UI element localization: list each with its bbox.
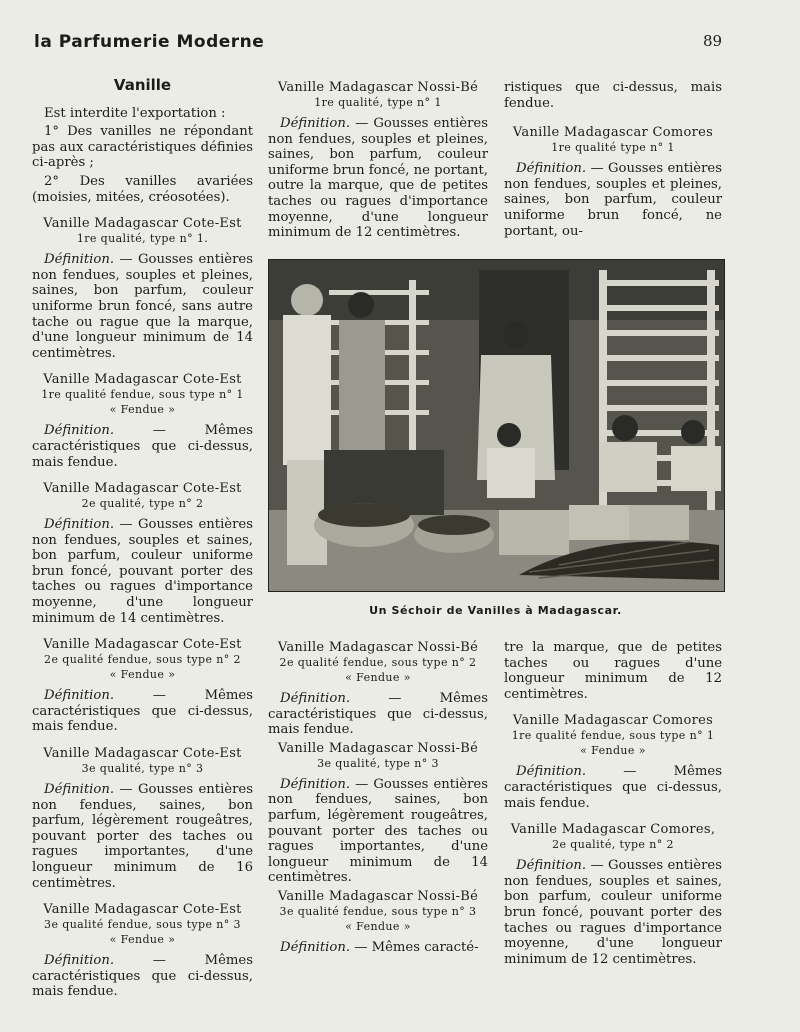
definition-text: — Gousses entières non fendues, souples et saines, bon parfum, couleur uniforme brun foncé, pouvant porter des taches ou ragues d'importance moyenne, d'une longueur minimum de 14 centimètres. <box>32 517 253 626</box>
photo-caption: Un Séchoir de Vanilles à Madagascar. <box>369 604 622 617</box>
entry-cote-est-1 <box>32 216 253 361</box>
entry-cote-est-3-fendue <box>32 902 253 1000</box>
entry-title: Vanille Madagascar Cote-Est 2e qualité fendue, sous type n° 2 « Fendue » <box>43 637 242 682</box>
intro-item: 2° Des vanilles avariées (moisies, mitées, créosotées). <box>32 173 253 205</box>
definition-label: Définition. <box>280 691 351 706</box>
entry-cote-est-1-fendue <box>32 372 253 470</box>
entry-title: Vanille Madagascar Cote-Est 3e qualité, type n° 3 <box>43 746 242 776</box>
section-title: Vanille <box>113 76 172 94</box>
intro-text: Est interdite l'exportation : <box>44 105 226 121</box>
definition-label: Définition. <box>516 161 587 177</box>
photo-illustration <box>269 260 724 591</box>
entry-title: Vanille Madagascar Cote-Est 2e qualité, type n° 2 <box>43 481 242 511</box>
continuation-text: tre la marque, que de petites taches ou ragues d'une longueur minimum de 12 centimètres. <box>504 640 722 702</box>
intro-item: 1° Des vanilles ne répondant pas aux caractéristiques définies ci-après ; <box>32 124 253 171</box>
entry-title: Vanille Madagascar Cote-Est 3e qualité fendue, sous type n° 3 « Fendue » <box>43 902 242 947</box>
entry-title: Vanille Madagascar Cote-Est 1re qualité fendue, sous type n° 1 « Fendue » <box>41 372 244 417</box>
entry-cote-est-2 <box>32 481 253 626</box>
definition-label: Définition. <box>44 517 115 533</box>
entry-title: Vanille Madagascar Comores 1re qualité fendue, sous type n° 1 « Fendue » <box>511 713 715 758</box>
column-3-bottom <box>504 640 722 970</box>
definition-label: Définition. <box>44 953 115 969</box>
entry-title: Vanille Madagascar Nossi-Bé 1re qualité, type n° 1 <box>277 80 479 109</box>
vanilla-dryer-photo <box>268 259 725 592</box>
definition-text: — Gousses entières non fendues, souples et saines, bon parfum, couleur uniforme brun foncé, pouvant porter des taches ou ragues d'importance moyenne, d'une longueur minimum de 12 centimètres. <box>504 858 722 967</box>
entry-nossi-be-2-fendue <box>268 640 488 738</box>
entry-title: Vanille Madagascar Cote-Est 1re qualité, type n° 1. <box>43 216 242 246</box>
entry-title: Vanille Madagascar Nossi-Bé 3e qualité, type n° 3 <box>277 740 479 770</box>
definition-label: Définition. <box>44 252 115 268</box>
definition-text: — Mêmes caractéristiques que ci-dessus, mais fendue. <box>32 953 253 1000</box>
definition-label: Définition. <box>280 116 351 131</box>
entry-comores-1-fendue <box>504 713 722 811</box>
column-2-top <box>268 80 488 244</box>
entry-title: Vanille Madagascar Comores 1re qualité type n° 1 <box>512 125 714 155</box>
page-number: 89 <box>703 32 723 50</box>
definition-label: Définition. <box>44 423 115 439</box>
entry-nossi-be-1 <box>268 80 488 241</box>
definition-label: Définition. <box>280 939 351 955</box>
column-2-bottom <box>268 640 488 959</box>
entry-nossi-be-3-fendue <box>268 889 488 956</box>
definition-text: — Gousses entières non fendues, souples et pleines, saines, bon parfum, couleur uniforme brun foncé, ne portant, outre la marque, que de petites taches ou ragues d'importance moyenne, d'une longueur minimum de 12 centimètres. <box>268 116 488 241</box>
definition-label: Définition. <box>516 858 587 874</box>
entry-comores-2 <box>504 822 722 967</box>
entry-title: Vanille Madagascar Nossi-Bé 3e qualité fendue, sous type n° 3 « Fendue » <box>277 888 479 933</box>
definition-text: — Gousses entières non fendues, saines, bon parfum, légèrement rougeâtres, pouvant porter des taches ou ragues importantes, d'une longueur minimum de 14 centimètres. <box>268 776 488 886</box>
definition-text: — Mêmes caracté- <box>354 939 479 955</box>
entry-cote-est-2-fendue <box>32 637 253 735</box>
definition-text: — Gousses entières non fendues, saines, bon parfum, légèrement rougeâtres, pouvant porter des taches ou ragues importantes, d'une longueur minimum de 16 centimètres. <box>32 782 253 891</box>
definition-label: Définition. <box>280 776 351 792</box>
column-3-top <box>504 80 722 242</box>
definition-label: Définition. <box>44 782 115 798</box>
definition-label: Définition. <box>44 688 115 704</box>
definition-text: — Mêmes caractéristiques que ci-dessus, mais fendue. <box>32 688 253 735</box>
definition-text: — Gousses entières non fendues, souples et pleines, saines, bon parfum, couleur uniforme brun foncé, ne portant, ou- <box>504 161 722 239</box>
entry-title: Vanille Madagascar Comores, 2e qualité, type n° 2 <box>510 822 716 852</box>
definition-text: — Mêmes caractéristiques que ci-dessus, mais fendue. <box>268 691 488 738</box>
column-1 <box>32 78 253 1003</box>
definition-text: — Gousses entières non fendues, souples et pleines, saines, bon parfum, couleur uniforme brun foncé, sans autre tache ou rague que la marque, d'une longueur minimum de 14 centimètres. <box>32 252 253 361</box>
entry-comores-1 <box>504 125 722 239</box>
entry-cote-est-3 <box>32 746 253 891</box>
definition-text: — Mêmes caractéristiques que ci-dessus, mais fendue. <box>32 423 253 470</box>
continuation-text: ristiques que ci-dessus, mais fendue. <box>504 80 722 111</box>
entry-nossi-be-3 <box>268 741 488 886</box>
definition-label: Définition. <box>516 764 587 780</box>
journal-title: la Parfumerie Moderne <box>34 32 265 52</box>
entry-title: Vanille Madagascar Nossi-Bé 2e qualité fendue, sous type n° 2 « Fendue » <box>277 640 479 684</box>
definition-text: — Mêmes caractéristiques que ci-dessus, mais fendue. <box>504 764 722 811</box>
